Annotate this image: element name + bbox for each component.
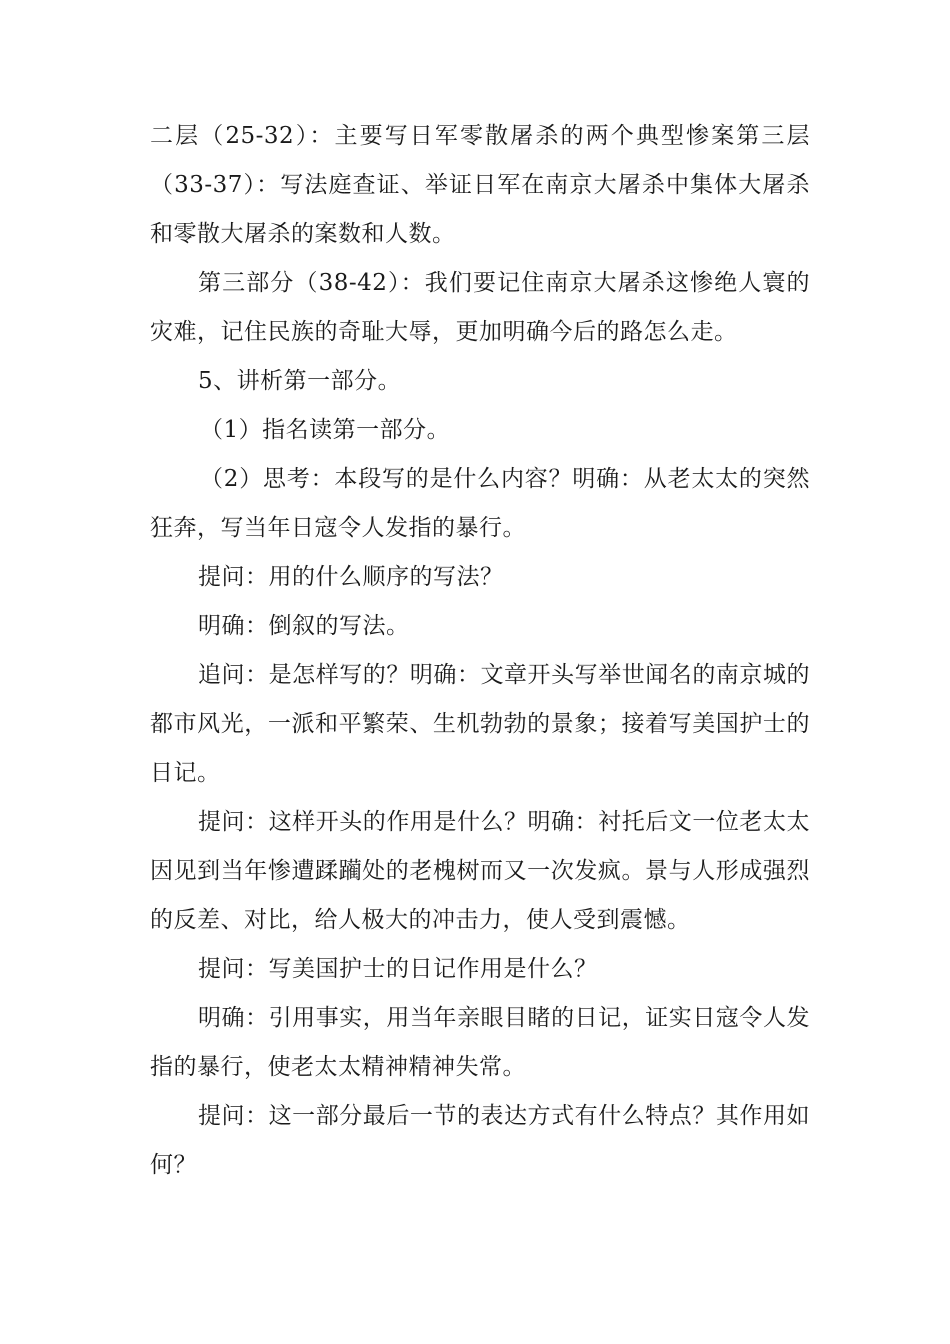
paragraph-answer-flashback: 明确：倒叙的写法。: [198, 613, 410, 639]
paragraph-question-order: 提问：用的什么顺序的写法？: [198, 564, 504, 590]
paragraph-layer-two-three: 二层（25-32）：主要写日军零散屠杀的两个典型惨案第三层（33-37）：写法庭查证、举证日军在南京大屠杀中集体大屠杀和零散大屠杀的案数和人数。: [150, 123, 810, 247]
paragraph-part-three: 第三部分（38-42）：我们要记住南京大屠杀这惨绝人寰的灾难，记住民族的奇耻大辱，更加明确今后的路怎么走。: [150, 270, 810, 345]
paragraph-question-opening-effect: 提问：这样开头的作用是什么？明确：衬托后文一位老太太因见到当年惨遭蹂躏处的老槐树而又一次发疯。景与人形成强烈的反差、对比，给人极大的冲击力，使人受到震憾。: [150, 809, 810, 933]
paragraph-sub-one: （1）指名读第一部分。: [200, 417, 451, 443]
paragraph-question-diary-effect: 提问：写美国护士的日记作用是什么？: [198, 956, 598, 982]
document-body: [150, 112, 810, 1190]
paragraph-followup-how: 追问：是怎样写的？明确：文章开头写举世闻名的南京城的都市风光，一派和平繁荣、生机勃勃的景象；接着写美国护士的日记。: [150, 662, 810, 786]
paragraph-step-five: 5、讲析第一部分。: [198, 368, 402, 394]
paragraph-answer-diary: 明确：引用事实，用当年亲眼目睹的日记，证实日寇令人发指的暴行，使老太太精神精神失常。: [150, 1005, 810, 1080]
paragraph-question-expression: 提问：这一部分最后一节的表达方式有什么特点？其作用如何？: [150, 1103, 810, 1178]
paragraph-sub-two: （2）思考：本段写的是什么内容？明确：从老太太的突然狂奔，写当年日寇令人发指的暴行。: [150, 466, 810, 541]
